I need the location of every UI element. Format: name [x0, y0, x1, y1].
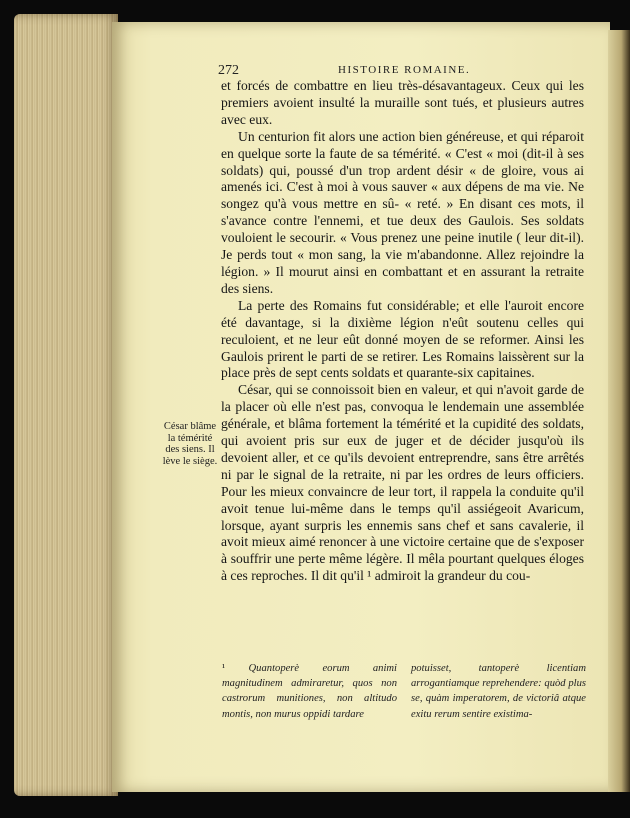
footnote-right-text: potuisset, tantoperè licentiam arrogantiamque reprehendere: quòd plus se, quàm imperatorem, de victoriâ atque exitu rerum sentire existima-	[411, 663, 586, 720]
main-text	[221, 78, 584, 585]
footnote-column-right	[411, 661, 586, 722]
running-title: HISTOIRE ROMAINE.	[338, 64, 471, 76]
footnote-mark: ¹	[222, 663, 226, 674]
paragraph-1: et forcés de combattre en lieu très-désavantageux. Ceux qui les premiers avoient insulté la muraille sont tués, et plusieurs autres avec eux.	[221, 78, 584, 127]
book-right-edge	[608, 30, 630, 792]
footnotes	[222, 661, 586, 722]
page-header	[218, 63, 584, 79]
footnote-left-text: Quantoperè eorum animi magnitudinem admiraretur, quos non castrorum munitiones, non altitudo montis, non murus oppidi tardare	[222, 663, 397, 720]
footnote-column-left	[222, 661, 397, 722]
book-page-edges	[14, 14, 118, 796]
paragraph-4: César, qui se connoissoit bien en valeur, et qui n'avoit garde de la placer où elle n'est pas, convoqua le lendemain une assemblée générale, et blâma fortement la témérité et la cupidité des soldats, qui avoient pris sur eux de juger et de décider jusqu'où ils devoient aller, et ce qu'ils devoient entreprendre, sans être arrêtés ni par le signal de la retraite, ni par les ordres de leurs officiers. Pour les mieux convaincre de leur tort, il rappela la conduite qu'il avoit tenue lui-même dans le temps qu'il assiégeoit Avaricum, lorsque, ayant surpris les ennemis sans chef et sans cavalerie, il avoit mieux aimé renoncer à une victoire certaine que de s'exposer à souffrir une perte même légère. Il mêla pourtant quelques éloges à ces reproches. Il dit qu'il ¹ admiroit la grandeur du cou-	[221, 382, 584, 584]
paragraph-2: Un centurion fit alors une action bien généreuse, et qui réparoit en quelque sorte la faute de sa témérité. « C'est « moi (dit-il à ses soldats) qui, poussé d'un trop ardent désir « de gloire, vous ai amenés ici. C'est à moi à vous sauver « aux dépens de ma vie. Ne songez qu'à vous mettre en sû- « reté. » En disant ces mots, il s'avance contre l'ennemi, et tue deux des Gaulois. Ses soldats vouloient le secourir. « Vous prenez une peine inutile ( leur dit-il). Je perds tout « mon sang, la vie m'abandonne. Allez rejoindre la légion. » Il mourut ainsi en combattant et en assurant la retraite des siens.	[221, 128, 584, 296]
margin-note: César blâme la témérité des siens. Il lève le siège.	[162, 421, 218, 467]
paragraph-3: La perte des Romains fut considérable; et elle l'auroit encore été davantage, si la dixième légion n'eût soutenu celles qui reculoient, et ne leur eût donné moyen de se reformer. Ainsi les Gaulois prirent le parti de se retirer. Les Romains laissèrent sur la place près de sept cents soldats et quarante-six capitaines.	[221, 297, 584, 381]
page-number: 272	[218, 63, 239, 78]
